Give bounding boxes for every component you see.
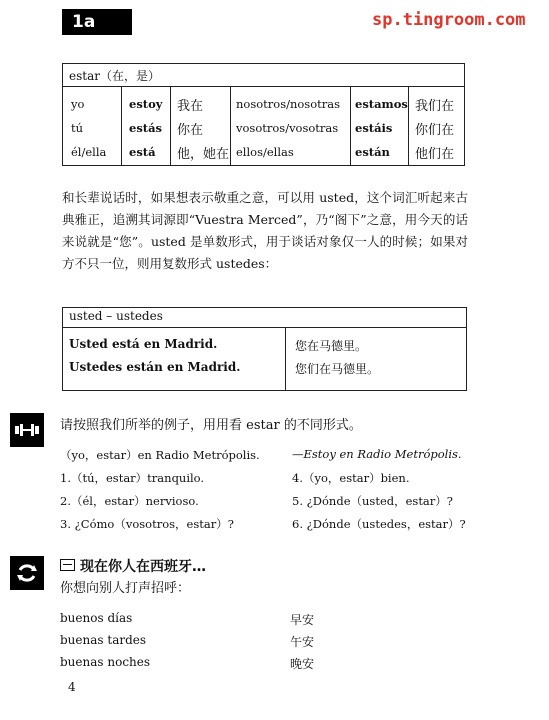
table-cell: vosotros/vosotras <box>236 121 339 135</box>
table-cell: nosotros/nosotras <box>236 97 341 111</box>
table-cell: 你们在 <box>415 123 455 138</box>
page-number: 4 <box>68 680 76 694</box>
section-subtitle: 你想向别人打声招呼： <box>60 581 191 596</box>
greeting-cn: 晚安 <box>290 657 315 671</box>
table-cell: 我们在 <box>415 99 455 114</box>
table-cell: 您们在马德里。 <box>295 362 380 376</box>
column-divider <box>408 86 409 165</box>
table-cell: ellos/ellas <box>236 145 294 159</box>
table-cell: 他们在 <box>415 147 455 162</box>
column-divider <box>285 327 286 390</box>
lesson-badge: 1a <box>62 9 132 35</box>
column-divider <box>170 86 171 165</box>
section-title: 现在你人在西班牙… <box>80 559 206 575</box>
table-title: estar（在，是） <box>69 69 160 83</box>
greeting-es: buenas noches <box>60 655 151 669</box>
table-divider <box>63 327 466 328</box>
table-cell: estamos <box>355 97 408 111</box>
table-cell: 您在马德里。 <box>295 339 368 353</box>
book-icon <box>60 559 75 571</box>
table-cell: está <box>129 145 156 159</box>
exercise-item: 5. ¿Dónde（usted，estar）? <box>292 494 453 508</box>
table-cell: estoy <box>129 97 163 111</box>
exercise-item: 1.（tú，estar）tranquilo. <box>60 471 205 485</box>
exercise-item: 2.（él，estar）nervioso. <box>60 494 199 508</box>
table-divider <box>63 86 464 87</box>
greeting-cn: 午安 <box>290 635 315 649</box>
example-answer: —Estoy en Radio Metrópolis. <box>292 447 462 461</box>
column-divider <box>230 86 231 165</box>
table-cell: tú <box>71 121 84 135</box>
greeting-es: buenas tardes <box>60 633 147 647</box>
example-question: （yo，estar）en Radio Metrópolis. <box>60 448 260 462</box>
estar-conjugation-table <box>62 63 465 166</box>
explanation-paragraph: 和长辈说话时，如果想表示敬重之意，可以用 usted，这个词汇听起来古典雅正，追溯其词源即“Vuestra Merced”，乃“阁下”之意，用今天的话来说就是“您”。usted 是单数形式，用于谈话对象仅一人的时候；如果对方不只一位，则用复数形式 ustedes： <box>62 190 468 271</box>
table-cell: 我在 <box>177 99 204 114</box>
exercise-item: 4.（yo，estar）bien. <box>292 471 410 485</box>
table-cell: Usted está en Madrid. <box>69 337 218 351</box>
column-divider <box>350 86 351 165</box>
table-cell: él/ella <box>71 145 107 159</box>
table-cell: Ustedes están en Madrid. <box>69 360 241 374</box>
cycle-icon <box>10 556 44 590</box>
dumbbell-icon <box>10 413 44 447</box>
table-cell: están <box>355 145 390 159</box>
table-cell: estás <box>129 121 163 135</box>
greeting-es: buenos días <box>60 611 133 625</box>
column-divider <box>121 86 122 165</box>
table-cell: 他，她在 <box>177 147 230 162</box>
table-cell: estáis <box>355 121 393 135</box>
exercise-item: 3. ¿Cómo（vosotros，estar）? <box>60 517 234 531</box>
table-cell: yo <box>71 97 85 111</box>
exercise-item: 6. ¿Dónde（ustedes，estar）? <box>292 517 466 531</box>
exercise-instruction: 请按照我们所举的例子，用用看 estar 的不同形式。 <box>60 418 362 433</box>
greeting-cn: 早安 <box>290 613 315 627</box>
site-watermark[interactable]: sp.tingroom.com <box>372 10 526 30</box>
usted-table <box>62 307 467 391</box>
table-title: usted – ustedes <box>69 309 163 323</box>
table-cell: 你在 <box>177 123 204 138</box>
